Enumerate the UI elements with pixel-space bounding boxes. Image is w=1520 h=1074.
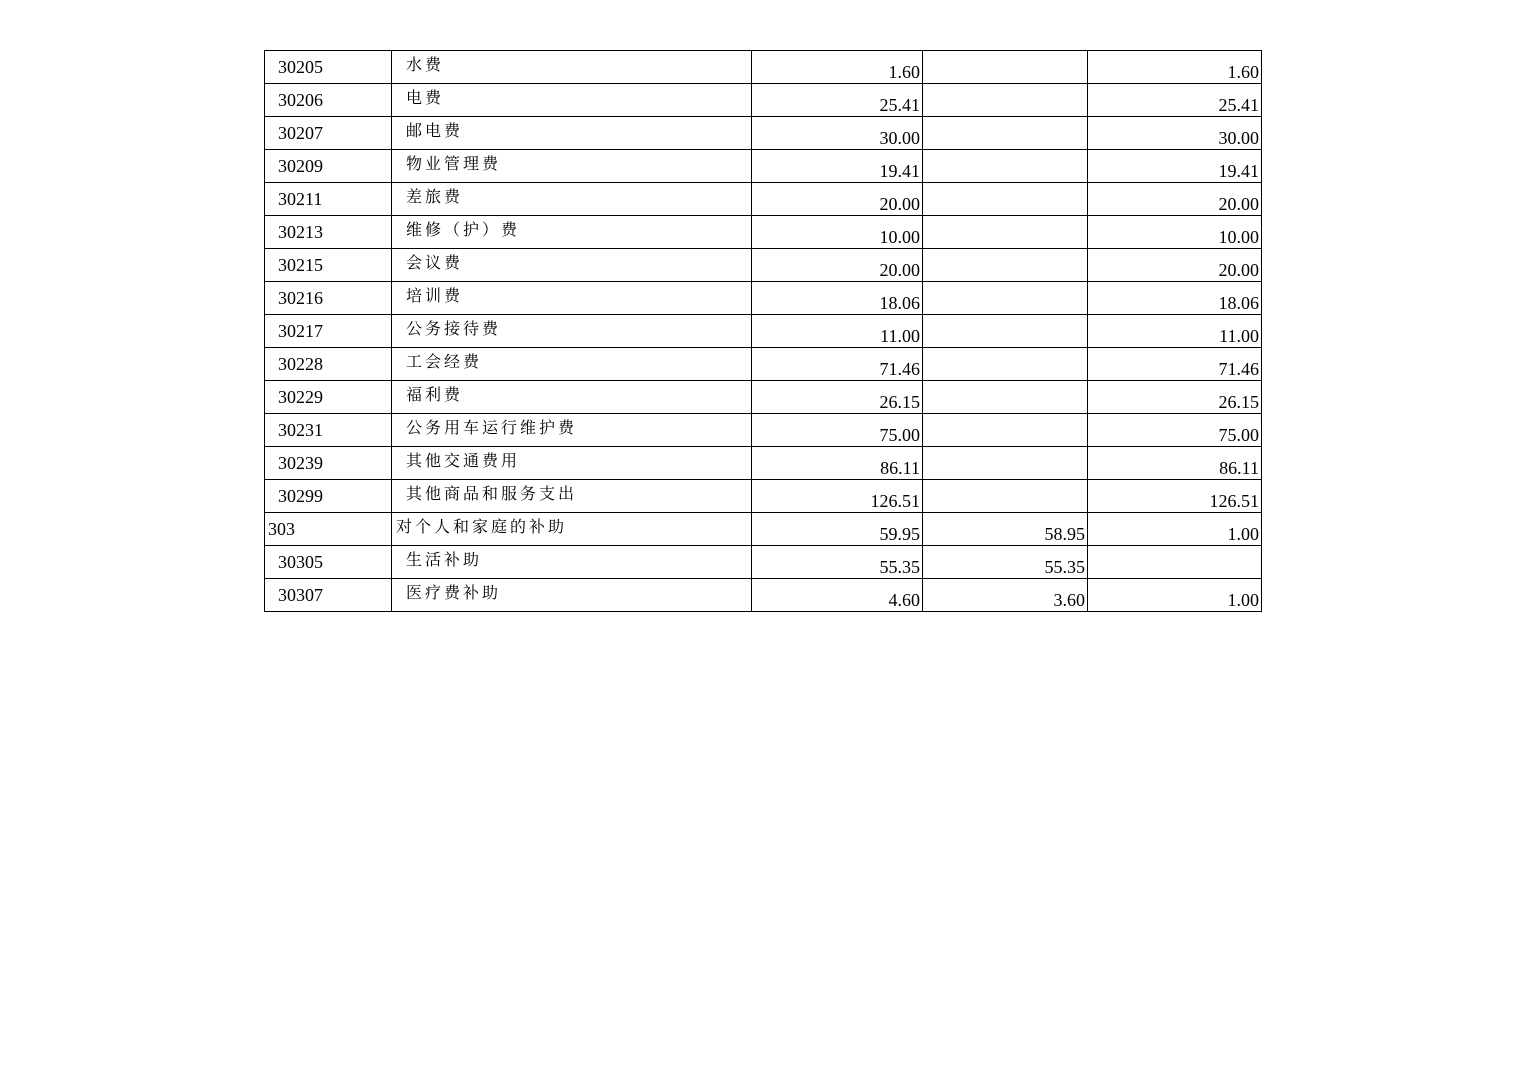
- cell-subject-name: 电费: [392, 84, 752, 117]
- cell-subject-name: 对个人和家庭的补助: [392, 513, 752, 546]
- cell-subject-code: 30205: [265, 51, 392, 84]
- cell-subject-code: 30307: [265, 579, 392, 612]
- cell-subject-name: 邮电费: [392, 117, 752, 150]
- cell-subject-name: 培训费: [392, 282, 752, 315]
- cell-project-expenditure: 18.06: [1088, 282, 1262, 315]
- table-row: [265, 216, 1262, 249]
- cell-project-expenditure: 86.11: [1088, 447, 1262, 480]
- cell-project-expenditure: 25.41: [1088, 84, 1262, 117]
- cell-subject-code: 30217: [265, 315, 392, 348]
- cell-basic-expenditure: [923, 183, 1088, 216]
- cell-project-expenditure: 10.00: [1088, 216, 1262, 249]
- cell-subject-code: 30207: [265, 117, 392, 150]
- cell-subject-name: 其他商品和服务支出: [392, 480, 752, 513]
- cell-total-amount: 59.95: [752, 513, 923, 546]
- cell-subject-code: 30211: [265, 183, 392, 216]
- cell-basic-expenditure: 55.35: [923, 546, 1088, 579]
- table-body: [265, 51, 1262, 612]
- table-row: [265, 315, 1262, 348]
- table-row: [265, 579, 1262, 612]
- cell-subject-name: 维修（护）费: [392, 216, 752, 249]
- cell-subject-code: 30209: [265, 150, 392, 183]
- cell-subject-name: 公务接待费: [392, 315, 752, 348]
- cell-subject-name: 工会经费: [392, 348, 752, 381]
- cell-total-amount: 4.60: [752, 579, 923, 612]
- cell-total-amount: 11.00: [752, 315, 923, 348]
- cell-project-expenditure: 1.00: [1088, 579, 1262, 612]
- cell-project-expenditure: 126.51: [1088, 480, 1262, 513]
- cell-total-amount: 18.06: [752, 282, 923, 315]
- table-row: [265, 117, 1262, 150]
- cell-basic-expenditure: [923, 381, 1088, 414]
- table-row: [265, 414, 1262, 447]
- cell-project-expenditure: 1.00: [1088, 513, 1262, 546]
- cell-subject-name: 差旅费: [392, 183, 752, 216]
- cell-subject-code: 30216: [265, 282, 392, 315]
- cell-total-amount: 19.41: [752, 150, 923, 183]
- table-row: [265, 249, 1262, 282]
- cell-basic-expenditure: 3.60: [923, 579, 1088, 612]
- cell-total-amount: 20.00: [752, 183, 923, 216]
- cell-basic-expenditure: [923, 447, 1088, 480]
- expenditure-table: [264, 50, 1262, 612]
- cell-basic-expenditure: [923, 216, 1088, 249]
- cell-subject-name: 物业管理费: [392, 150, 752, 183]
- cell-project-expenditure: [1088, 546, 1262, 579]
- cell-total-amount: 55.35: [752, 546, 923, 579]
- cell-project-expenditure: 1.60: [1088, 51, 1262, 84]
- cell-subject-code: 30213: [265, 216, 392, 249]
- cell-project-expenditure: 20.00: [1088, 249, 1262, 282]
- cell-subject-name: 公务用车运行维护费: [392, 414, 752, 447]
- cell-basic-expenditure: 58.95: [923, 513, 1088, 546]
- cell-basic-expenditure: [923, 282, 1088, 315]
- cell-total-amount: 126.51: [752, 480, 923, 513]
- cell-basic-expenditure: [923, 51, 1088, 84]
- cell-total-amount: 1.60: [752, 51, 923, 84]
- cell-total-amount: 25.41: [752, 84, 923, 117]
- cell-subject-code: 30305: [265, 546, 392, 579]
- cell-basic-expenditure: [923, 480, 1088, 513]
- cell-subject-name: 福利费: [392, 381, 752, 414]
- cell-basic-expenditure: [923, 414, 1088, 447]
- cell-subject-code: 30231: [265, 414, 392, 447]
- cell-basic-expenditure: [923, 249, 1088, 282]
- cell-subject-name: 会议费: [392, 249, 752, 282]
- table-row: [265, 348, 1262, 381]
- cell-project-expenditure: 71.46: [1088, 348, 1262, 381]
- cell-project-expenditure: 30.00: [1088, 117, 1262, 150]
- cell-project-expenditure: 26.15: [1088, 381, 1262, 414]
- cell-project-expenditure: 20.00: [1088, 183, 1262, 216]
- expenditure-table-container: [264, 50, 1262, 612]
- cell-total-amount: 71.46: [752, 348, 923, 381]
- cell-total-amount: 86.11: [752, 447, 923, 480]
- cell-project-expenditure: 11.00: [1088, 315, 1262, 348]
- cell-basic-expenditure: [923, 348, 1088, 381]
- table-row: [265, 183, 1262, 216]
- cell-subject-code: 30215: [265, 249, 392, 282]
- cell-subject-code: 30239: [265, 447, 392, 480]
- cell-subject-name: 医疗费补助: [392, 579, 752, 612]
- cell-total-amount: 26.15: [752, 381, 923, 414]
- table-row: [265, 480, 1262, 513]
- table-row: [265, 51, 1262, 84]
- cell-basic-expenditure: [923, 150, 1088, 183]
- cell-subject-name: 其他交通费用: [392, 447, 752, 480]
- cell-subject-code: 303: [265, 513, 392, 546]
- cell-total-amount: 30.00: [752, 117, 923, 150]
- table-row: [265, 381, 1262, 414]
- cell-total-amount: 20.00: [752, 249, 923, 282]
- cell-subject-code: 30229: [265, 381, 392, 414]
- cell-basic-expenditure: [923, 315, 1088, 348]
- cell-basic-expenditure: [923, 117, 1088, 150]
- table-row: [265, 447, 1262, 480]
- cell-total-amount: 75.00: [752, 414, 923, 447]
- table-row: [265, 84, 1262, 117]
- cell-subject-code: 30299: [265, 480, 392, 513]
- table-row: [265, 282, 1262, 315]
- cell-subject-name: 生活补助: [392, 546, 752, 579]
- cell-total-amount: 10.00: [752, 216, 923, 249]
- table-row: [265, 150, 1262, 183]
- cell-project-expenditure: 19.41: [1088, 150, 1262, 183]
- cell-subject-name: 水费: [392, 51, 752, 84]
- cell-subject-code: 30206: [265, 84, 392, 117]
- cell-basic-expenditure: [923, 84, 1088, 117]
- cell-project-expenditure: 75.00: [1088, 414, 1262, 447]
- cell-subject-code: 30228: [265, 348, 392, 381]
- table-row: [265, 513, 1262, 546]
- table-row: [265, 546, 1262, 579]
